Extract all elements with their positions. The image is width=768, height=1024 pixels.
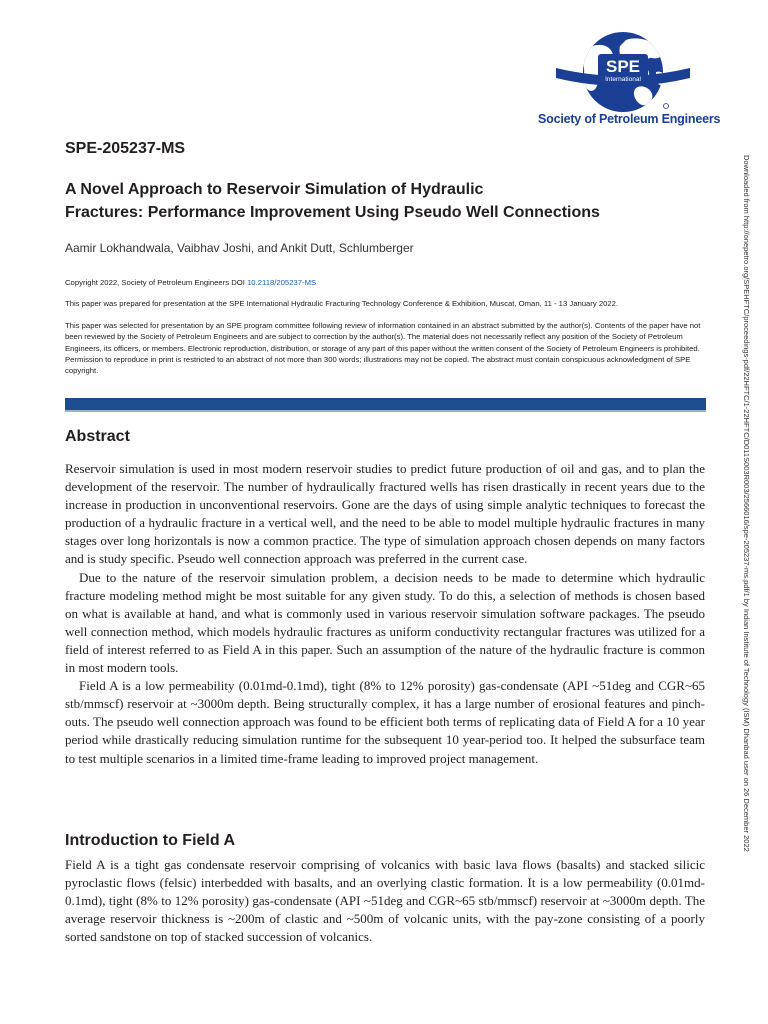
- logo-badge-bottom: International: [605, 76, 641, 83]
- spe-logo: [538, 32, 721, 128]
- intro-body: [65, 856, 705, 946]
- paper-id: SPE-205237-MS: [65, 140, 186, 157]
- intro-heading: Introduction to Field A: [65, 832, 236, 849]
- logo-name: Society of Petroleum Engineers: [538, 112, 721, 126]
- abstract-paragraph-3: Field A is a low permeability (0.01md-0.1md), tight (8% to 12% porosity) gas-condensate (API ~51deg and CGR~65 stb/mmscf) reservoir at ~3000m depth. Being structurally complex, it has a large number of erosional features and pinch-outs. The pseudo well connection approach was found to be efficient both terms of replicating data of Field A for a 10 year period while drastically reducing simulation runtime for the subsequent 10 year-period too. It helped the subsurface team to test multiple scenarios in a limited time-frame leading to improved project management.: [65, 678, 705, 766]
- globe-icon: [556, 32, 690, 114]
- title-line-1: A Novel Approach to Reservoir Simulation of Hydraulic: [65, 181, 484, 198]
- abstract-heading: Abstract: [65, 428, 130, 445]
- abstract-paragraph-2: Due to the nature of the reservoir simulation problem, a decision needs to be made to determine which hydraulic fracture modeling method might be most suitable for any given study. To do this, a selection of methods is chosen based on what is available at hand, and what is commonly used in various reservoir simulation software packages. The pseudo well connection method, which models hydraulic fractures as uniform conductivity rectangular fractures was utilized for a field of interest referred to as Field A in this paper. Such an assumption of the nature of the hydraulic fracture is common in most modern tools.: [65, 569, 705, 676]
- doi-link[interactable]: 10.2118/205237-MS: [247, 278, 317, 287]
- copyright-line: [65, 277, 705, 288]
- title-line-2: Fractures: Performance Improvement Using Pseudo Well Connections: [65, 204, 600, 221]
- abstract-paragraph-1: Reservoir simulation is used in most modern reservoir studies to predict future production of oil and gas, and to plan the development of the reservoir. The number of hydraulically fractured wells has risen drastically in recent years due to the increase in production in unconventional reservoirs. Gone are the days of using simple analytic techniques to forecast the production of a hydraulic fracture in a vertical well, and the need to be able to model multiple hydraulic fractures in many stages over long horizontals is now a common practice. The type of simulation approach chosen depends on many factors and is study specific. Pseudo well connection approach was preferred in the current case.: [65, 461, 705, 567]
- abstract-body: [65, 460, 705, 768]
- authors: Aamir Lokhandwala, Vaibhav Joshi, and Ankit Dutt, Schlumberger: [65, 241, 414, 255]
- copyright-text: Copyright 2022, Society of Petroleum Engineers DOI: [65, 278, 248, 287]
- prepared-notice: This paper was prepared for presentation at the SPE International Hydraulic Fracturing Technology Conference & Exhibition, Muscat, Oman, 11 - 13 January 2022.: [65, 299, 619, 308]
- paper-title: [65, 178, 685, 224]
- intro-paragraph-1: Field A is a tight gas condensate reservoir comprising of volcanics with basic lava flows (basalts) and stacked silicic pyroclastic flows (felsic) interbedded with basalts, and an overlying clastic formation. It is a low permeability (0.01md-0.1md), tight (8% to 12% porosity) gas-condensate (API ~51deg and CGR~65 stb/mmscf) reservoir at ~3000m depth. The average reservoir thickness is ~200m of clastic and ~500m of volcanic units, with the pay-zone consisting of a poorly sorted sandstone on top of stacked succession of volcanics.: [65, 857, 705, 945]
- logo-badge-top: SPE: [605, 57, 641, 76]
- section-divider: [65, 398, 706, 412]
- selection-notice: This paper was selected for presentation by an SPE program committee following review of information contained in an abstract submitted by the author(s). Contents of the paper have not been reviewed by the Society of Petroleum Engineers and are subject to correction by the author(s). The material does not necessarily reflect any position of the Society of Petroleum Engineers, its officers, or members. Electronic reproduction, distribution, or storage of any part of this paper without the written consent of the Society of Petroleum Engineers is prohibited. Permission to reproduce in print is restricted to an abstract of not more than 300 words; illustrations may not be copied. The abstract must contain conspicuous acknowledgment of SPE copyright.: [65, 321, 701, 376]
- download-notice: Downloaded from http://onepetro.org/SPEHFTC/proceedings-pdf/22HFTC/1-22HFTC/D011S003R003/2566016/spe-205237-ms.pdf/1 by Indian Institute of Technology (ISM) Dhanbad user on 26 December 2022: [742, 155, 751, 852]
